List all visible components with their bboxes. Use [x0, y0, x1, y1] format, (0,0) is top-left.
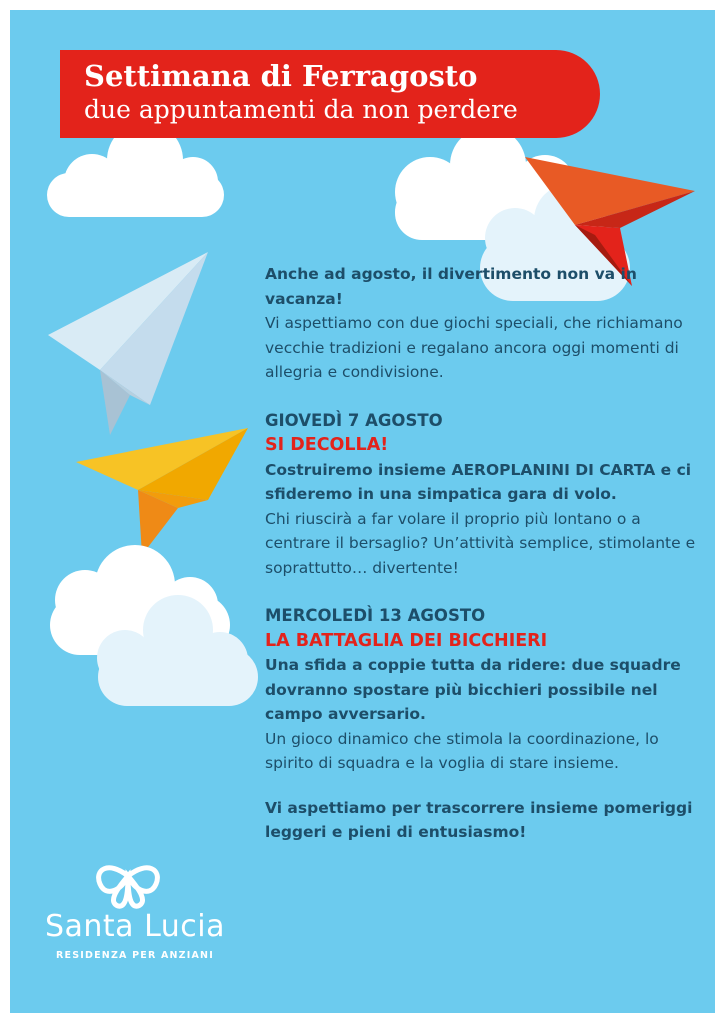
- event2-date: MERCOLEDÌ 13 AGOSTO: [265, 606, 486, 625]
- paper-plane-icon: [76, 428, 248, 555]
- title-banner: [60, 50, 600, 138]
- content-column: [265, 262, 705, 845]
- page-subtitle: due appuntamenti da non perdere: [84, 95, 518, 124]
- poster: [10, 10, 715, 1013]
- event2-body: Un gioco dinamico che stimola la coordinazione, lo spirito di squadra e la voglia di stare insieme.: [265, 729, 659, 772]
- paper-plane-icon: [48, 252, 208, 435]
- event1-headline: Costruiremo insieme AEROPLANINI DI CARTA e ci sfideremo in una simpatica gara di volo.: [265, 460, 692, 503]
- closing-text: Vi aspettiamo per trascorrere insieme pomeriggi leggeri e pieni di entusiasmo!: [265, 798, 693, 841]
- logo-subtitle: RESIDENZA PER ANZIANI: [56, 950, 214, 961]
- event1-body: Chi riuscirà a far volare il proprio più lontano o a centrare il bersaglio? Un’attività semplice, stimolante e soprattutto… divertente!: [265, 509, 696, 577]
- logo: [30, 855, 240, 961]
- logo-name: Santa Lucia: [44, 909, 226, 944]
- intro-body: Vi aspettiamo con due giochi speciali, che richiamano vecchie tradizioni e regalano ancora oggi momenti di allegria e condivisione.: [265, 314, 683, 381]
- event1-name: SI DECOLLA!: [265, 435, 389, 455]
- event1-date: GIOVEDÌ 7 AGOSTO: [265, 410, 443, 430]
- page-title: Settimana di Ferragosto: [84, 59, 478, 93]
- event2-name: LA BATTAGLIA DEI BICCHIERI: [265, 630, 548, 651]
- event2-headline: Una sfida a coppie tutta da ridere: due squadre dovranno spostare più bicchieri possibile nel campo avversario.: [265, 656, 681, 723]
- intro-headline: Anche ad agosto, il divertimento non va in vacanza!: [265, 265, 637, 308]
